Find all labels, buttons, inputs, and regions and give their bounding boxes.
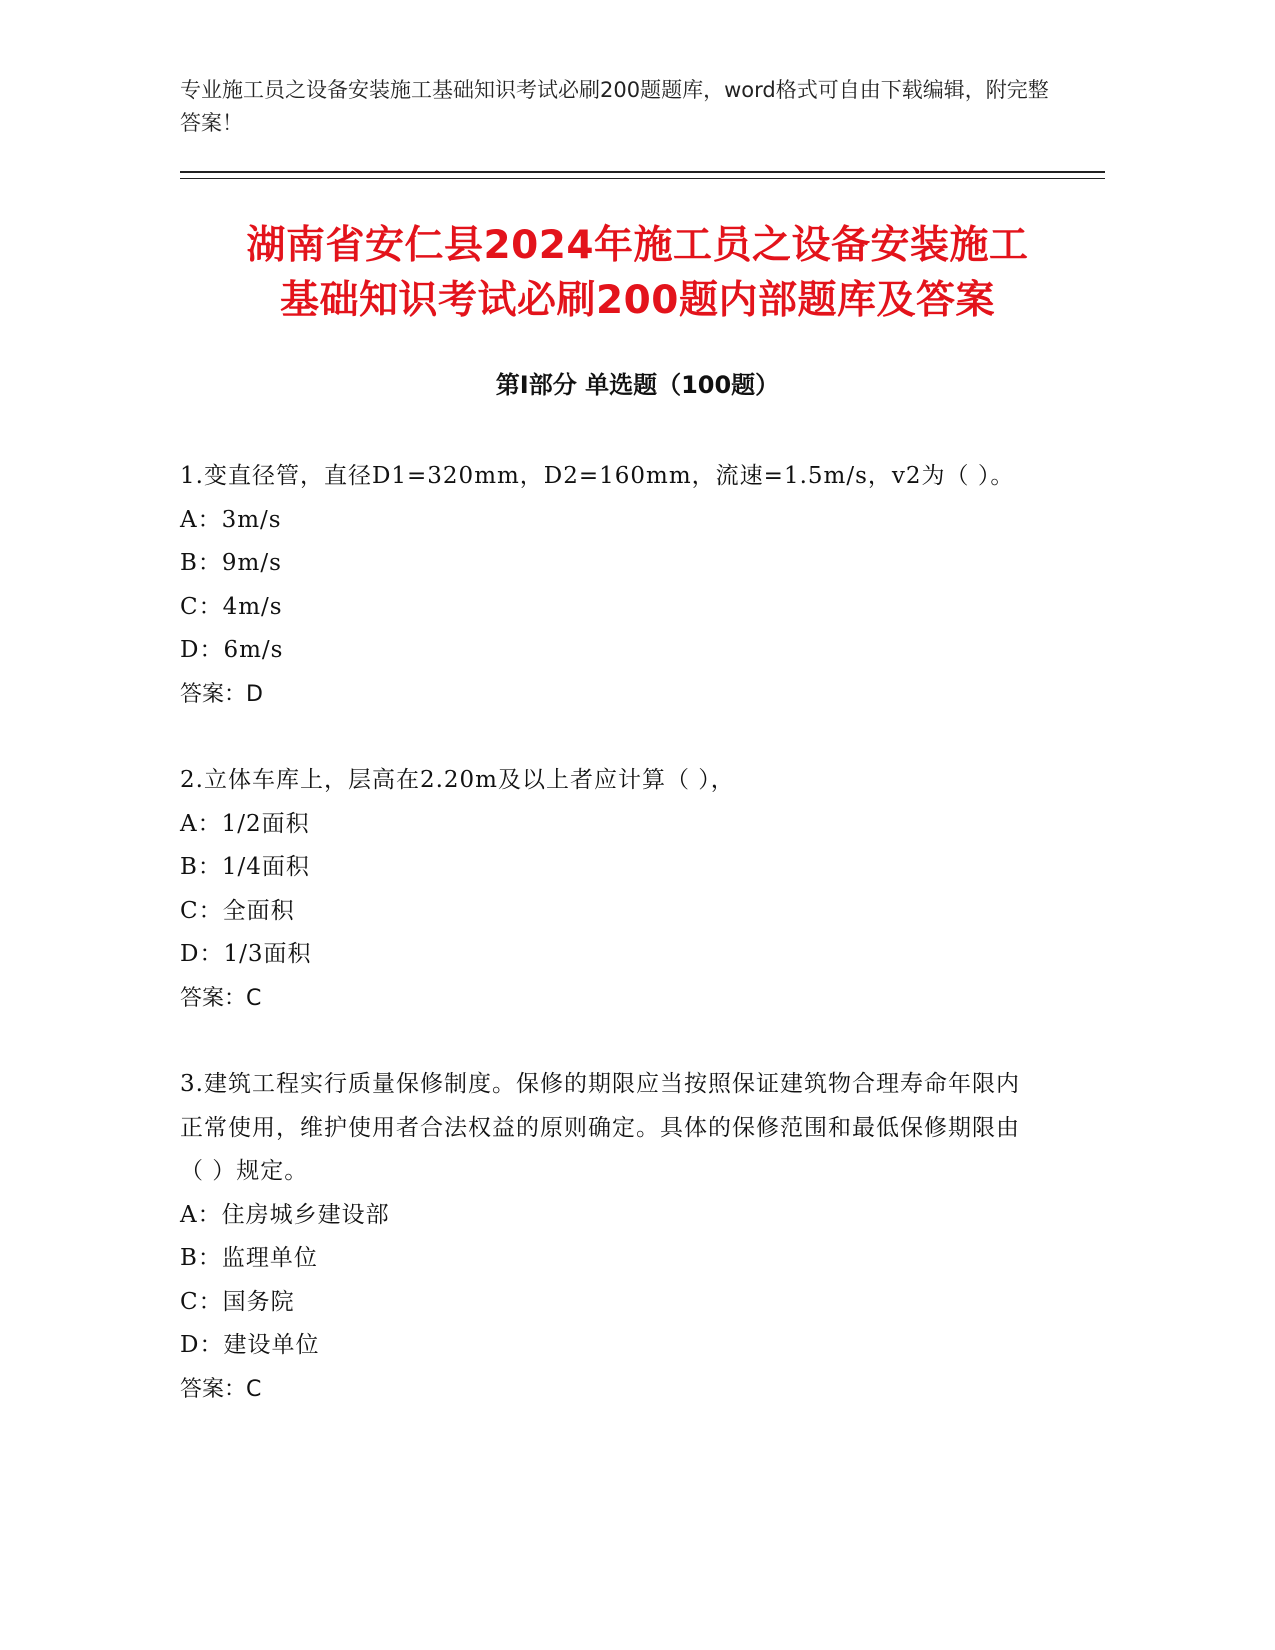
question-3 [180,1063,1040,1411]
question-stem: 3.建筑工程实行质量保修制度。保修的期限应当按照保证建筑物合理寿命年限内正常使用，维护使用者合法权益的原则确定。具体的保修范围和最低保修期限由（ ）规定。 [180,1071,1020,1184]
question-stem: 2.立体车库上，层高在2.20m及以上者应计算（ ）， [180,767,735,793]
option-a: A：住房城乡建设部 [180,1201,390,1228]
option-b: B：9m/s [180,550,282,576]
document-title-line-2: 基础知识考试必刷200题内部题库及答案 [280,278,995,323]
answer-line: 答案：D [180,681,263,707]
option-a: A：1/2面积 [180,810,310,837]
option-d: D：1/3面积 [180,941,312,967]
header-note: 专业施工员之设备安装施工基础知识考试必刷200题题库，word格式可自由下载编辑，附完整答案！ [180,78,1049,135]
option-b: B：1/4面积 [180,854,310,880]
question-2 [180,759,1040,1020]
question-stem: 1.变直径管，直径D1=320mm，D2=160mm，流速=1.5m/s，v2为（ ）。 [180,463,1015,489]
question-1 [180,455,1040,716]
option-d: D：建设单位 [180,1332,320,1358]
option-c: C：国务院 [180,1288,295,1315]
answer-line: 答案：C [180,1376,262,1402]
header-divider-thin [180,178,1105,179]
answer-line: 答案：C [180,985,262,1011]
option-a: A：3m/s [180,506,282,533]
section-heading: 第Ⅰ部分 单选题（100题） [495,371,780,399]
option-c: C：4m/s [180,593,283,620]
option-b: B：监理单位 [180,1245,318,1271]
option-d: D：6m/s [180,637,284,663]
header-divider-thick [180,171,1105,173]
document-title [140,218,1135,328]
option-c: C：全面积 [180,897,295,924]
document-title-line-1: 湖南省安仁县2024年施工员之设备安装施工 [246,223,1029,268]
